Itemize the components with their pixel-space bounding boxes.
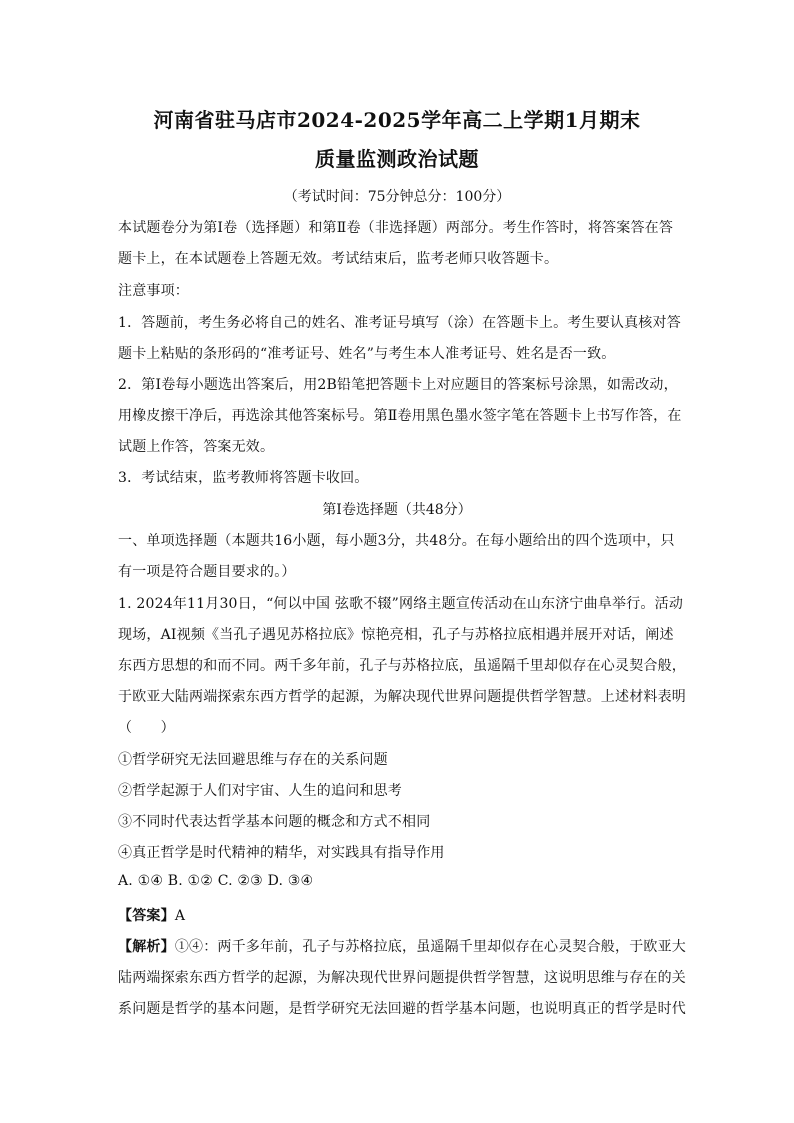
document-title-line1: 河南省驻马店市2024-2025学年高二上学期1月期末 — [153, 108, 641, 132]
analysis-tag: 【解析】 — [118, 939, 175, 955]
intro-line: 题卡上，在本试题卷上答题无效。考试结束后，监考老师只收答题卡。 — [118, 251, 559, 267]
answer-bracket: （ ） — [118, 720, 175, 736]
analysis-text: 系问题是哲学的基本问题，是哲学研究无法回避的哲学基本问题，也说明真正的哲学是时代 — [118, 1001, 686, 1017]
analysis-line — [118, 936, 686, 956]
note-item-2-cont: 用橡皮擦干净后，再选涂其他答案标号。第Ⅱ卷用黑色墨水签字笔在答题卡上书写作答，在 — [118, 408, 682, 424]
note-item-3: 3．考试结束，监考教师将答题卡收回。 — [118, 470, 369, 486]
note-item-2: 2．第Ⅰ卷每小题选出答案后，用2B铅笔把答题卡上对应题目的答案标号涂黑，如需改动， — [118, 377, 678, 393]
question-stem: 现场，AI视频《当孔子遇见苏格拉底》惊艳亮相，孔子与苏格拉底相遇并展开对话，阐述 — [118, 627, 674, 643]
section-title: 第Ⅰ卷选择题（共48分） — [322, 502, 472, 518]
answer-value: A — [174, 908, 186, 924]
note-item-1: 1．答题前，考生务必将自己的姓名、准考证号填写（涂）在答题卡上。考生要认真核对答 — [118, 315, 681, 331]
question-stem: 1. 2024年11月30日，“何以中国 弦歌不辍”网络主题宣传活动在山东济宁曲阜举行。活动 — [118, 596, 684, 612]
part-instruction: 一、单项选择题（本题共16小题，每小题3分，共48分。在每小题给出的四个选项中，只 — [118, 533, 675, 549]
statement-option: ②哲学起源于人们对宇宙、人生的追问和思考 — [118, 783, 402, 799]
part-instruction-cont: 有一项是符合题目要求的。） — [118, 564, 296, 580]
document-title-line2: 质量监测政治试题 — [315, 147, 479, 171]
exam-info: （考试时间：75分钟总分：100分） — [283, 189, 511, 205]
question-stem: 于欧亚大陆两端探索东西方哲学的起源，为解决现代世界问题提供哲学智慧。上述材料表明 — [118, 689, 686, 705]
answer-tag: 【答案】 — [118, 908, 175, 924]
intro-line: 本试题卷分为第Ⅰ卷（选择题）和第Ⅱ卷（非选择题）两部分。考生作答时，将答案答在答 — [118, 220, 674, 236]
notes-heading: 注意事项： — [118, 283, 189, 299]
statement-option: ①哲学研究无法回避思维与存在的关系问题 — [118, 752, 388, 768]
analysis-text: ①④：两千多年前，孔子与苏格拉底，虽遥隔千里却似存在心灵契合般，于欧亚大 — [174, 939, 687, 955]
choice-options: A. ①④ B. ①② C. ②③ D. ③④ — [118, 873, 314, 889]
note-item-2-cont: 试题上作答，答案无效。 — [118, 439, 275, 455]
answer-line — [118, 905, 185, 925]
analysis-text: 陆两端探索东西方哲学的起源，为解决现代世界问题提供哲学智慧，这说明思维与存在的关 — [118, 970, 686, 986]
note-item-1-cont: 题卡上粘贴的条形码的“准考证号、姓名”与考生本人准考证号、姓名是否一致。 — [118, 346, 616, 362]
statement-option: ③不同时代表达哲学基本问题的概念和方式不相同 — [118, 814, 431, 830]
statement-option: ④真正哲学是时代精神的精华，对实践具有指导作用 — [118, 845, 445, 861]
question-stem: 东西方思想的和而不同。两千多年前，孔子与苏格拉底，虽遥隔千里却似存在心灵契合般， — [118, 658, 686, 674]
